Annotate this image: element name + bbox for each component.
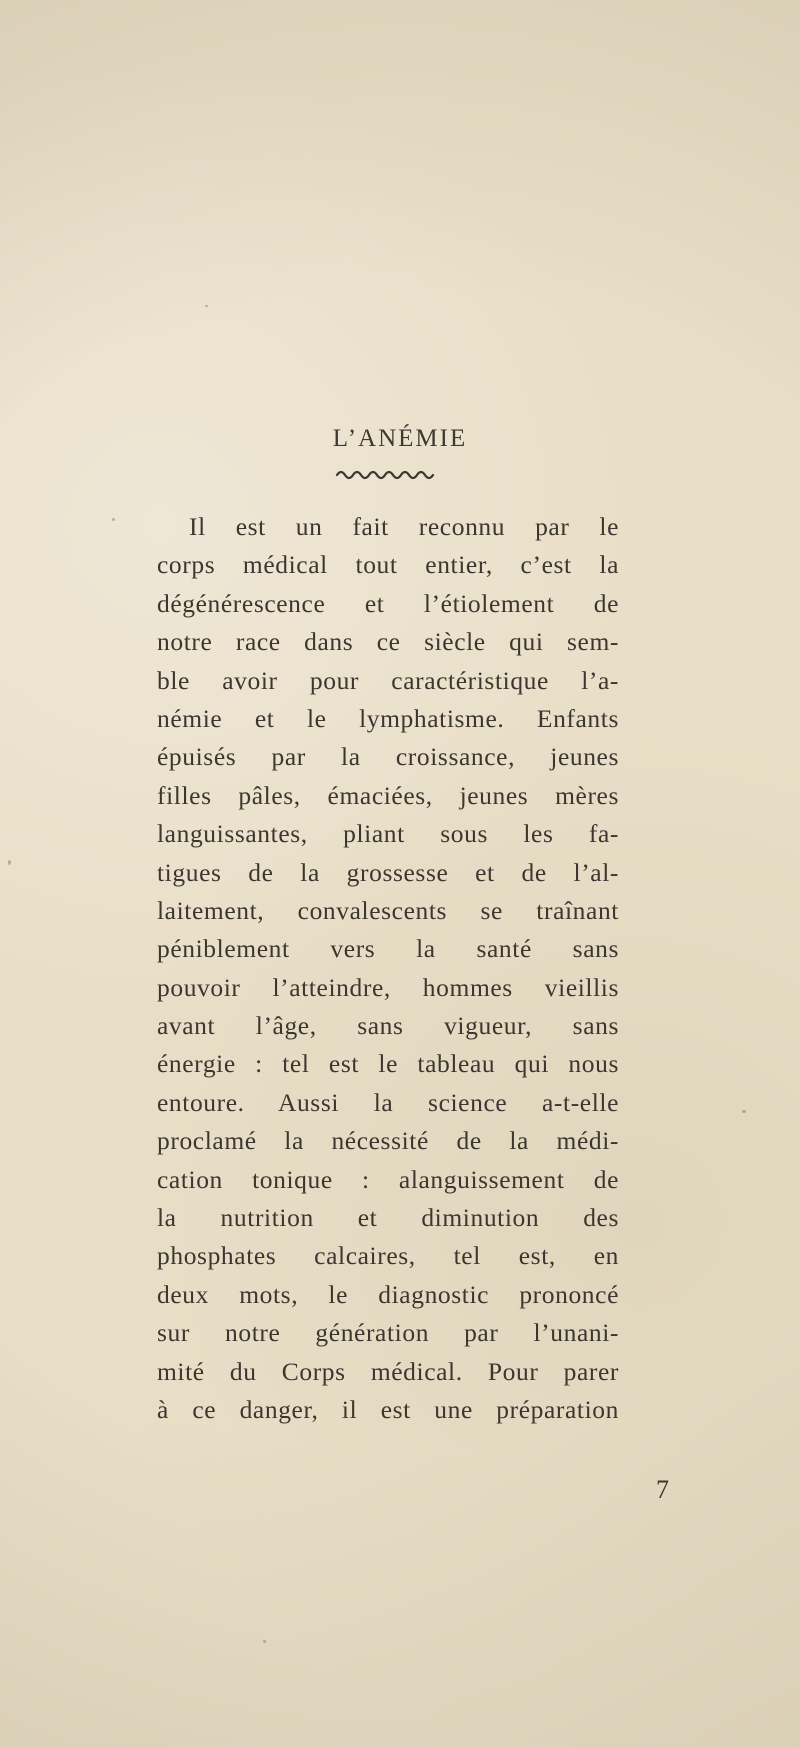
- paper-speck: [112, 518, 115, 521]
- text-line: dégénérescence et l’étiolement de: [157, 588, 619, 618]
- text-line: cation tonique : alanguissement de: [157, 1164, 619, 1194]
- text-line: phosphates calcaires, tel est, en: [157, 1241, 619, 1271]
- text-line: filles pâles, émaciées, jeunes mères: [157, 780, 619, 810]
- text-line: entoure. Aussi la science a-t-elle: [157, 1087, 619, 1117]
- text-line: tigues de la grossesse et de l’al-: [157, 857, 619, 887]
- text-line: némie et le lymphatisme. Enfants: [157, 703, 619, 733]
- text-line: la nutrition et diminution des: [157, 1203, 619, 1233]
- text-line: proclamé la nécessité de la médi-: [157, 1126, 619, 1156]
- text-line: énergie : tel est le tableau qui nous: [157, 1049, 619, 1079]
- text-line: languissantes, pliant sous les fa-: [157, 819, 619, 849]
- body-paragraph: [157, 508, 619, 1429]
- text-line: épuisés par la croissance, jeunes: [157, 742, 619, 772]
- text-line: Il est un fait reconnu par le: [189, 512, 619, 541]
- text-line: avant l’âge, sans vigueur, sans: [157, 1011, 619, 1041]
- text-line: notre race dans ce siècle qui sem-: [157, 627, 619, 657]
- text-line: péniblement vers la santé sans: [157, 934, 619, 964]
- paper-speck: [8, 860, 11, 865]
- wavy-rule-ornament: [335, 467, 435, 481]
- page-number: 7: [656, 1475, 669, 1504]
- text-line: corps médical tout entier, c’est la: [157, 550, 619, 580]
- text-line: sur notre génération par l’unani-: [157, 1318, 619, 1348]
- text-line: ble avoir pour caractéristique l’a-: [157, 665, 619, 695]
- chapter-heading: L’ANÉMIE: [332, 425, 468, 452]
- text-line: mité du Corps médical. Pour parer: [157, 1356, 619, 1386]
- text-line: deux mots, le diagnostic prononcé: [157, 1279, 619, 1309]
- paper-speck: [205, 305, 208, 307]
- text-line: à ce danger, il est une préparation: [157, 1394, 619, 1424]
- text-line: laitement, convalescents se traînant: [157, 895, 619, 925]
- paper-speck: [742, 1110, 746, 1113]
- text-line: pouvoir l’atteindre, hommes vieillis: [157, 972, 619, 1002]
- paper-speck: [263, 1640, 266, 1643]
